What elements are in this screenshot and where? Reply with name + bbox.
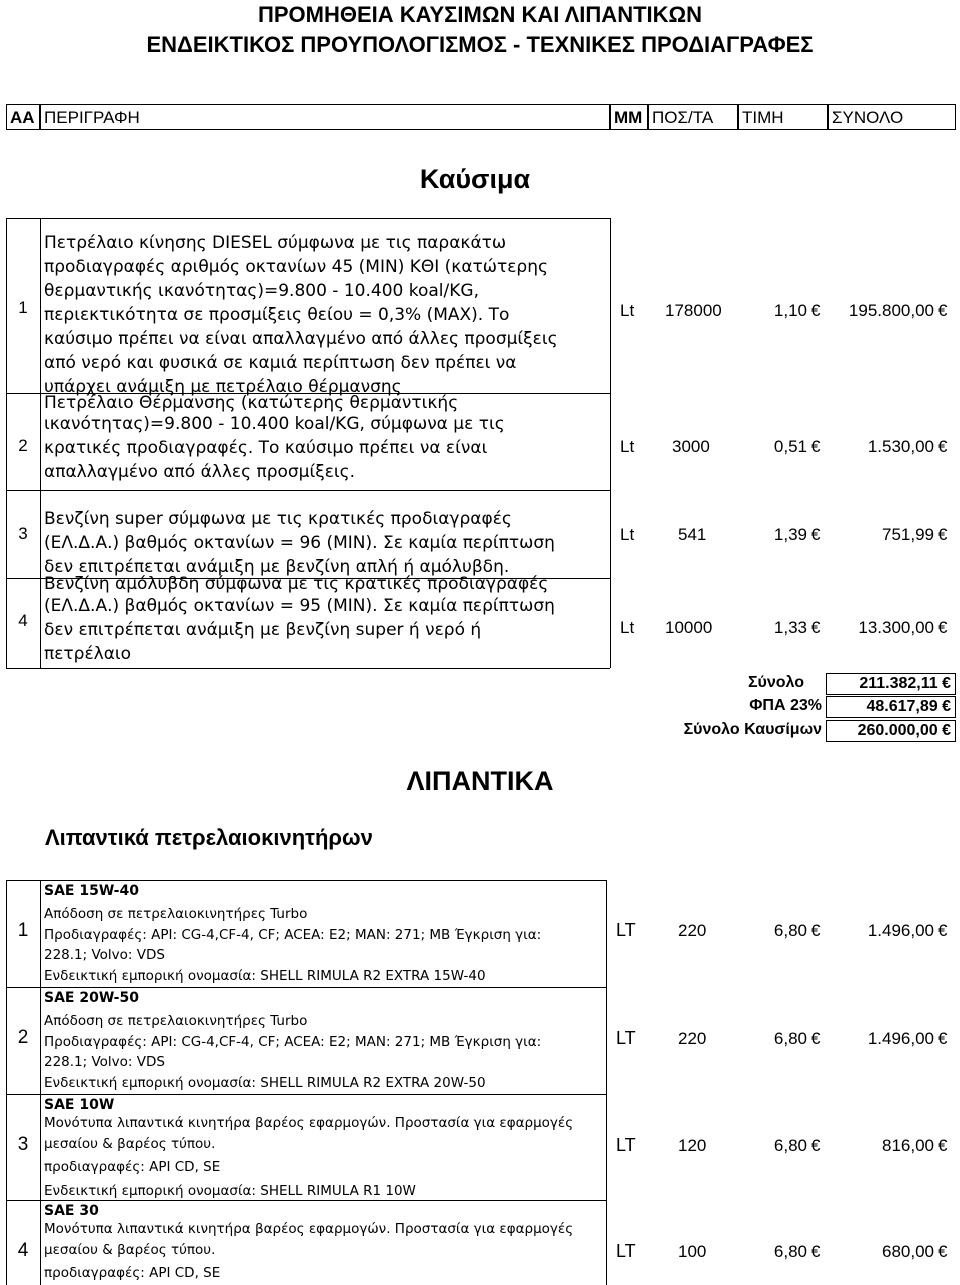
fuel-border-mid bbox=[40, 218, 41, 668]
fuel-item-quantity: 178000 bbox=[665, 301, 722, 320]
fuel-item-unit: Lt bbox=[620, 618, 635, 637]
lube-item-description: Απόδοση σε πετρελαιοκινητήρες Turbo Προδιαγραφές: API: CG-4,CF-4, CF; ACEA: E2; MAN: 271; MB Έγκριση για: 228.1; Volvo: VDS Ενδεικτική εμπορική ονομασία: SHELL RIMULA R2 EXTRA 20W-50 bbox=[44, 1013, 542, 1091]
header-unit: ΜΜ bbox=[610, 104, 648, 130]
lube-item-total: 816,00 bbox=[882, 1136, 934, 1155]
lube-border-left bbox=[6, 880, 7, 1285]
vat-label: ΦΠΑ 23% bbox=[749, 697, 822, 714]
lube-border-mid bbox=[40, 880, 41, 1285]
lube-item-price: 6,80 bbox=[773, 1136, 807, 1155]
lube-item-price: 6,80 bbox=[773, 921, 807, 940]
header-aa: ΑΑ bbox=[6, 104, 40, 130]
fuel-item-quantity: 10000 bbox=[665, 618, 713, 637]
fuel-item-quantity: 541 bbox=[678, 525, 707, 544]
fuel-item-aa: 4 bbox=[18, 611, 28, 630]
lube-border-right bbox=[606, 880, 607, 1285]
fuels-total-value: 260.000,00 € bbox=[826, 720, 956, 742]
lube-item-aa: 3 bbox=[17, 1134, 29, 1155]
lube-item-unit: LT bbox=[616, 920, 636, 940]
lube-item-total: 1.496,00 bbox=[867, 921, 934, 940]
fuel-item-aa: 2 bbox=[18, 436, 28, 455]
lube-item-description: Μονότυπα λιπαντικά κινητήρα βαρέος εφαρμογών. Προστασία για εφαρμογές μεσαίου & βαρέος τύπου. προδιαγραφές: API CD, SE Ενδεικτική εμπορική ονομασία: SHELL RIMULA R1 10W bbox=[44, 1115, 574, 1199]
fuel-item-price: 1,33 bbox=[773, 618, 807, 637]
lube-item-aa: 4 bbox=[17, 1240, 29, 1261]
fuel-item-price: 1,10 bbox=[773, 301, 807, 320]
fuel-item-total: 195.800,00 bbox=[848, 301, 934, 320]
lube-item-name: SAE 10W bbox=[44, 1097, 115, 1113]
header-total: ΣΥΝΟΛΟ bbox=[828, 104, 956, 130]
euro-icon: € bbox=[811, 1242, 821, 1261]
euro-icon: € bbox=[811, 525, 821, 544]
euro-icon: € bbox=[938, 1136, 948, 1155]
euro-icon: € bbox=[938, 921, 948, 940]
fuel-border-right bbox=[610, 218, 611, 668]
fuel-item-aa: 1 bbox=[18, 298, 28, 317]
vat-value: 48.617,89 € bbox=[826, 696, 956, 718]
header-price: ΤΙΜΗ bbox=[738, 104, 828, 130]
lubricants-section-title: ΛΙΠΑΝΤΙΚΑ bbox=[406, 766, 554, 796]
euro-icon: € bbox=[938, 301, 948, 320]
fuel-item-description: Πετρέλαιο Θέρμανσης (κατώτερης θερμαντικής ικανότητας)=9.800 - 10.400 koal/KG, σύμφωνα με τις κρατικές προδιαγραφές. Το καύσιμο πρέπει να είναι απαλλαγμένο από άλλες προσμίξεις. bbox=[44, 393, 505, 482]
lube-item-quantity: 220 bbox=[678, 921, 707, 940]
lube-item-aa: 1 bbox=[17, 920, 29, 941]
fuel-item-unit: Lt bbox=[620, 301, 635, 320]
lube-item-quantity: 220 bbox=[678, 1029, 707, 1048]
lube-item-price: 6,80 bbox=[773, 1029, 807, 1048]
lube-item-total: 680,00 bbox=[882, 1242, 934, 1261]
lube-item-quantity: 100 bbox=[678, 1242, 707, 1261]
lube-item-name: SAE 15W-40 bbox=[44, 883, 139, 899]
lube-item-price: 6,80 bbox=[773, 1242, 807, 1261]
lube-item-name: SAE 30 bbox=[44, 1203, 99, 1219]
lube-item-quantity: 120 bbox=[678, 1136, 707, 1155]
euro-icon: € bbox=[938, 437, 948, 456]
fuel-item-description: Βενζίνη super σύμφωνα με τις κρατικές προδιαγραφές (ΕΛ.Δ.Α.) βαθμός οκτανίων = 96 (MIN). Σε καμία περίπτωση δεν επιτρέπεται ανάμιξη με βενζίνη απλή ή αμόλυβδη. bbox=[44, 509, 555, 577]
fuel-item-description: Βενζίνη αμόλυβδη σύμφωνα με τις κρατικές προδιαγραφές (ΕΛ.Δ.Α.) βαθμός οκτανίων = 95 (MIN). Σε καμία περίπτωση δεν επιτρέπεται ανάμιξη με βενζίνη super ή νερό ή πετρέλαιο bbox=[44, 574, 555, 664]
fuel-border-left bbox=[6, 218, 7, 668]
lube-item-aa: 2 bbox=[17, 1027, 29, 1048]
lube-item-unit: LT bbox=[616, 1028, 636, 1048]
euro-icon: € bbox=[811, 921, 821, 940]
fuel-border-top bbox=[6, 218, 610, 219]
fuel-item-total: 751,99 bbox=[882, 525, 934, 544]
fuel-item-total: 13.300,00 bbox=[858, 618, 934, 637]
fuel-item-unit: Lt bbox=[620, 525, 635, 544]
euro-icon: € bbox=[811, 1136, 821, 1155]
page-title: ΠΡΟΜΗΘΕΙΑ ΚΑΥΣΙΜΩΝ ΚΑΙ ΛΙΠΑΝΤΙΚΩΝ bbox=[257, 2, 703, 27]
euro-icon: € bbox=[811, 301, 821, 320]
fuel-item-quantity: 3000 bbox=[672, 437, 710, 456]
euro-icon: € bbox=[938, 1029, 948, 1048]
euro-icon: € bbox=[938, 1242, 948, 1261]
fuel-item-aa: 3 bbox=[18, 524, 28, 543]
fuels-section-title: Καύσιμα bbox=[419, 164, 531, 194]
lube-item-name: SAE 20W-50 bbox=[44, 990, 139, 1006]
lube-item-total: 1.496,00 bbox=[867, 1029, 934, 1048]
fuel-border-bottom bbox=[6, 668, 610, 669]
fuel-item-price: 0,51 bbox=[773, 437, 807, 456]
lube-item-description: Μονότυπα λιπαντικά κινητήρα βαρέος εφαρμογών. Προστασία για εφαρμογές μεσαίου & βαρέος τύπου. προδιαγραφές: API CD, SE bbox=[44, 1221, 574, 1281]
lube-item-description: Απόδοση σε πετρελαιοκινητήρες Turbo Προδιαγραφές: API: CG-4,CF-4, CF; ACEA: E2; MAN: 271; MB Έγκριση για: 228.1; Volvo: VDS Ενδεικτική εμπορική ονομασία: SHELL RIMULA R2 EXTRA 15W-40 bbox=[44, 906, 542, 984]
fuel-item-price: 1,39 bbox=[773, 525, 807, 544]
euro-icon: € bbox=[811, 618, 821, 637]
subtotal-value: 211.382,11 € bbox=[826, 673, 956, 695]
lube-item-unit: LT bbox=[616, 1135, 636, 1155]
euro-icon: € bbox=[811, 1029, 821, 1048]
lubricants-subsection-title: Λιπαντικά πετρελαιοκινητήρων bbox=[45, 825, 373, 850]
header-quantity: ΠΟΣ/ΤΑ bbox=[648, 104, 738, 130]
euro-icon: € bbox=[938, 618, 948, 637]
euro-icon: € bbox=[811, 437, 821, 456]
subtotal-label: Σύνολο bbox=[747, 674, 804, 691]
fuel-item-description: Πετρέλαιο κίνησης DIESEL σύμφωνα με τις παρακάτω προδιαγραφές αριθμός οκτανίων 45 (MIN) ΚΘΙ (κατώτερης θερμαντικής ικανότητας)=9.800 - 10.400 koal/KG, περιεκτικότητα σε προσμίξεις θείου = 0,3% (MAX). Το καύσιμο πρέπει να είναι απαλλαγμένο από άλλες προσμίξεις από νερό και φυσικά σε καμιά περίπτωση δεν πρέπει να υπάρχει ανάμιξη με πετρέλαιο θέρμανσης bbox=[44, 233, 558, 397]
fuel-item-unit: Lt bbox=[620, 437, 635, 456]
euro-icon: € bbox=[938, 525, 948, 544]
page-subtitle: ΕΝΔΕΙΚΤΙΚΟΣ ΠΡΟΥΠΟΛΟΓΙΣΜΟΣ - ΤΕΧΝΙΚΕΣ ΠΡΟΔΙΑΓΡΑΦΕΣ bbox=[146, 32, 814, 57]
header-description: ΠΕΡΙΓΡΑΦΗ bbox=[40, 104, 610, 130]
fuel-item-total: 1.530,00 bbox=[867, 437, 934, 456]
fuel-divider bbox=[6, 490, 610, 491]
fuels-total-label: Σύνολο Καυσίμων bbox=[683, 721, 822, 738]
lube-item-unit: LT bbox=[616, 1241, 636, 1261]
